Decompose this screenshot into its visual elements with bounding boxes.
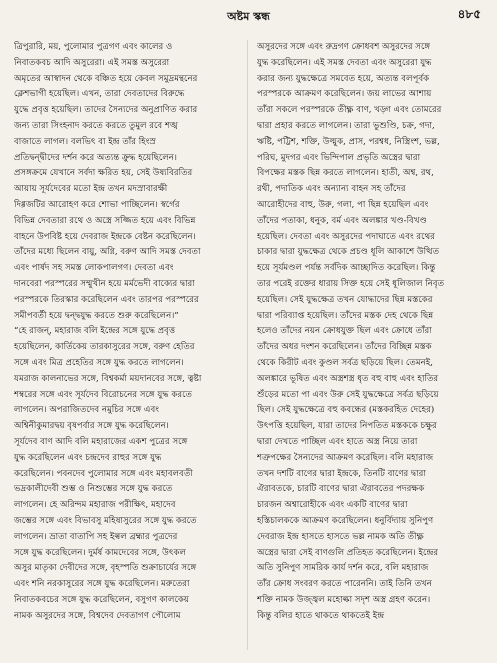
text-line: নিবাতকবচ আদি অসুরেরা। এই সমস্ত অসুরেরা [14,57,170,68]
text-line: উৎপত্তি হয়েছিল, যারা তাদের নিপতিত মস্তককে চক্ষুর [257,421,437,432]
text-line: আরোহীদের বাহু, উরু, গলা, পা ছিন্ন হয়েছিল এবং [257,199,429,210]
text-line: জন্য তারা সিংহনাদ করতে করতে তুমুল রবে শঙ্খ [14,120,179,131]
text-line: সূর্যদেব বাণ আদি বলি মহারাজের একশ পুত্রের সঙ্গে [14,436,188,447]
text-line: অলঙ্কারে ভূষিত এবং অস্ত্রশস্ত্র ধৃত বহু বাহু এবং হাতির [257,373,439,384]
text-line: আয়ায় সূর্যদেবের মতো ইন্দ্র তখন মদস্রাবারক্ষী [14,184,168,195]
text-line: হয়েছিল। সেই যুদ্ধক্ষেত্র তখন যোদ্ধাদের ছিন্ন মস্তকের [257,294,433,305]
text-line: “হে রাজন্, মহারাজ বলি ইন্দ্রের সঙ্গে যুদ্ধে প্রবৃত্ত [14,326,176,337]
left-text-column [14,40,240,624]
text-line: দিগ্গজটির আরোহণ করে শোভা পাচ্ছিলেন। স্বর্গের [14,199,180,210]
text-line: বাজাতে লাগল। বলভিৎ বা ইন্দ্র তাঁর হিংস্র [14,136,156,147]
text-line: ত্রিপুরারি, ময়, পুলোমার পুত্রগণ এবং কালের ও [14,42,173,52]
text-line: অসুর মাতৃকা দেবীদের সঙ্গে, বৃহস্পতি শুক্রাচার্যের সঙ্গে [14,563,197,574]
text-line: হস্তিচালককে আক্রমণ করেছিলেন। ধনুর্বিদ্যায় সুনিপুণ [257,515,434,526]
page-number: ৪৮৫ [457,7,481,21]
text-line: পরিঘ, মুদগর এবং ভিন্দিপাল প্রভৃতি অস্ত্রের দ্বারা [257,152,421,163]
text-line: অমৃতের আস্বাদন থেকে বঞ্চিত হয়ে কেবল সমুদ্রমন্থনের [14,73,198,84]
text-line: দ্বারা পরিব্যাপ্ত হয়েছিল। তাঁদের মস্তক দেহ থেকে ছিন্ন [257,310,434,321]
text-line: হয়ে সূর্যমণ্ডল পর্যন্ত সর্বদিক আচ্ছাদিত করেছিল। কিন্তু [257,263,436,274]
text-line: তার পরেই রক্তের ধারায় সিক্ত হয়ে সেই ধূলিজাল নিবৃত [257,278,445,289]
text-line: শক্তি নামক উজ্জ্বল মহোল্কা সদৃশ অস্ত্র গ্রহণ করেন। [257,594,431,605]
text-line: শুঁড়ের মতো পা এবং উরু সেই যুদ্ধক্ষেত্রে সর্বত্র ছড়িয়ে [257,389,439,400]
text-line: হয়েছিলেন, কার্তিকেয় তারকাসুরের সঙ্গে, বরুণ হেতির [14,342,195,353]
text-line: সঙ্গে এবং মিত্র প্রহেতির সঙ্গে যুদ্ধ করতে লাগলেন। [14,357,184,368]
text-line: এবং পার্ষদ সহ সমস্ত লোকপালগণ। দেবতা এবং [14,263,174,274]
text-line: চাকার দ্বারা যুদ্ধক্ষেত্র থেকে প্রচণ্ড ধূলি আকাশে উত্থিত [257,247,440,258]
text-line: দানবেরা পরস্পরের সম্মুখীন হয়ে মর্মভেদী বাক্যের দ্বারা [14,278,195,289]
text-line: যুদ্ধে প্রবৃত্ত হয়েছিল। তাদের সৈন্যদের অনুপ্রাণিত করার [14,105,198,116]
text-line: ক্লেশভাগী হয়েছিল। এখন, তারা দেবতাদের বিরুদ্ধে [14,89,185,100]
text-line: যুদ্ধ করেছিলেন। এই সমস্ত দেবতা এবং অসুরেরা যুদ্ধ [257,57,432,68]
text-line: অশ্বিনীকুমারদ্বয় বৃষপর্বার সঙ্গে যুদ্ধ করেছিলেন। [14,421,169,432]
text-line: পরস্পরকে আক্রমণ করেছিলেন। জয় লাভের আশায় [257,89,432,100]
text-line: তাঁদের অধর দংশন করেছিলেন। তাঁদের বিচ্ছিন্ন মস্তক [257,342,432,353]
text-line: সঙ্গে যুদ্ধ করেছিলেন। দুর্মর্ষ কামদেবের সঙ্গে, উৎকল [14,547,186,558]
text-line: এবং শনি নরকাসুরের সঙ্গে যুদ্ধ করেছিলেন। মরুতেরা [14,579,190,590]
text-line: লাগলেন। হে অরিন্দম মহারাজ পরীক্ষিৎ, মহাদেব [14,500,176,511]
text-line: হলেও তাঁদের নয়ন ক্রোধযুক্ত ছিল এবং ক্রোধে তাঁরা [257,326,432,337]
text-line: ঐরাবতকে, চারটি বাণের দ্বারা ঐরাবতের পদরক্ষক [257,484,425,495]
text-line: পরস্পরকে তিরস্কার করেছিলেন এবং তারপর পরস্পরের [14,294,199,305]
text-line: শত্রুপক্ষের সৈন্যদের আক্রমণ করেছিল। বলি মহারাজ [257,452,434,463]
text-line: তাঁদের মধ্যে ছিলেন বায়ু, অগ্নি, বরুণ আদি সমস্ত দেবতা [14,247,201,258]
text-line: চারজন অশ্বারোহীকে এবং একটি বাণের দ্বারা [257,500,408,511]
text-line: অতি সুনিপুণ সামরিক কার্য দর্শন করে, বলি মহারাজ [257,563,429,574]
running-title: অষ্টম স্কন্ধ [227,10,270,23]
text-line: যুদ্ধ করেছিলেন এবং চন্দ্রদেব রাহুর সঙ্গে যুদ্ধ [14,452,162,463]
text-line: ঋষ্টি, পট্টিশ, শক্তি, উল্মুক, প্রাস, পরশ্বধ, নিস্ত্রিংশ, ভল্ল, [257,136,440,147]
text-line: বাহনে উপবিষ্ট হয়ে দেবরাজ ইন্দ্রকে বেষ্টন করেছিলেন। [14,231,196,242]
text-line: লাগলেন। অপরাজিতদেব নমুচির সঙ্গে এবং [14,405,159,416]
text-line: জম্ভের সঙ্গে এবং বিভাবসু মহিষাসুরের সঙ্গে যুদ্ধ করতে [14,515,197,526]
right-text-column [257,40,483,624]
text-line: হয়েছিল। দেবতা এবং অসুরদের পদাঘাতে এবং রথের [257,231,435,242]
text-line: তাঁর ক্রোধ সংবরণ করতে পারেননি। তাই তিনি তখন [257,579,432,590]
text-line: অস্ত্রের দ্বারা সেই বাণগুলি প্রতিহত করেছিলেন। ইন্দ্রের [257,547,439,558]
text-line: শম্বরের সঙ্গে এবং সূর্যদেব বিরোচনের সঙ্গে যুদ্ধ করতে [14,389,192,400]
text-line: প্রসঙ্গক্রমে যেখানে সর্বদা ক্ষরিত হয়, সেই উষ্যবিরতির [14,168,193,179]
text-line: কিন্তু বলির হাতে থাকতে থাকতেই ইন্দ্র [257,610,385,621]
text-line: দ্বারা প্রহার করতে লাগলেন। তারা ভুশুণ্ডি, চক্র, গদা, [257,120,435,131]
text-line: লাগলেন। ভ্রাতা বাতাপি সহ ইল্বল ব্রহ্মার পুত্রদের [14,531,178,542]
text-line: রথী, পদাতিক এবং অন্যান্য বাহন সহ তাঁদের [257,184,406,195]
text-line: বিভিন্ন দেবতারা রথে ও অস্ত্রে সজ্জিত হয়ে এবং বিভিন্ন [14,215,196,226]
text-line: করেছিলেন। পবনদেব পুলোমার সঙ্গে এবং মহাবলবতী [14,468,193,479]
text-line: নিবাতকবচের সঙ্গে যুদ্ধ করেছিলেন, বসুগণ কালকেয় [14,594,189,605]
text-line: ছিল। সেই যুদ্ধক্ষেত্রে বহু কবন্ধের (মস্তকরহিত দেহের) [257,405,435,416]
text-line: প্রতিদ্বন্দ্বীদের দর্শন করে অত্যন্ত ক্রুদ্ধ হয়েছিলেন। [14,152,177,163]
text-line: ভদ্রকালীদেবী শুম্ভ ও নিশুম্ভের সঙ্গে যুদ্ধ করতে [14,484,173,495]
text-line: তখন দশটি বাণের দ্বারা ইন্দ্রকে, তিনটি বাণের দ্বারা [257,468,426,479]
text-line: দেবরাজ ইন্দ্র হাসতে হাসতে ভল্ল নামক অতি তীক্ষ্ণ [257,531,424,542]
text-line: বিপক্ষের মস্তক ছিন্ন করতে লাগলেন। হাতী, অশ্ব, রথ, [257,168,434,179]
text-line: তাঁদের পতাকা, ধনুক, বর্ম এবং অলঙ্কার খণ্ড-বিখণ্ড [257,215,427,226]
text-line: থেকে কিরীট এবং কুণ্ডল সর্বত্র ছড়িয়ে ছিল। তেমনই, [257,357,433,368]
text-line: নামক অসুরদের সঙ্গে, বিশ্বদেব দেবতাগণ পৌলোম [14,610,181,621]
text-line: তাঁরা সকলে পরস্পরকে তীক্ষ্ণ বাণ, খড়্গ এবং তোমরের [257,105,442,116]
text-line: অসুরদের সঙ্গে এবং রুদ্রগণ ক্রোধবশ অসুরদের সঙ্গে [257,42,431,52]
text-line: সমীপবর্তী হয়ে দ্বন্দ্বযুদ্ধ করতে শুরু করেছিলেন।” [14,310,179,321]
text-line: দ্বারা দেখতে পাচ্ছিল এবং হাতে অস্ত্র নিয়ে তারা [257,436,418,447]
column-divider [247,40,248,650]
text-line: যমরাজ কালনাভের সঙ্গে, বিশ্বকর্মা ময়দানবের সঙ্গে, ত্বষ্টা [14,373,202,384]
text-line: করার জন্য যুদ্ধক্ষেত্রে সমবেত হয়ে, অত্যন্ত বলপূর্বক [257,73,430,84]
